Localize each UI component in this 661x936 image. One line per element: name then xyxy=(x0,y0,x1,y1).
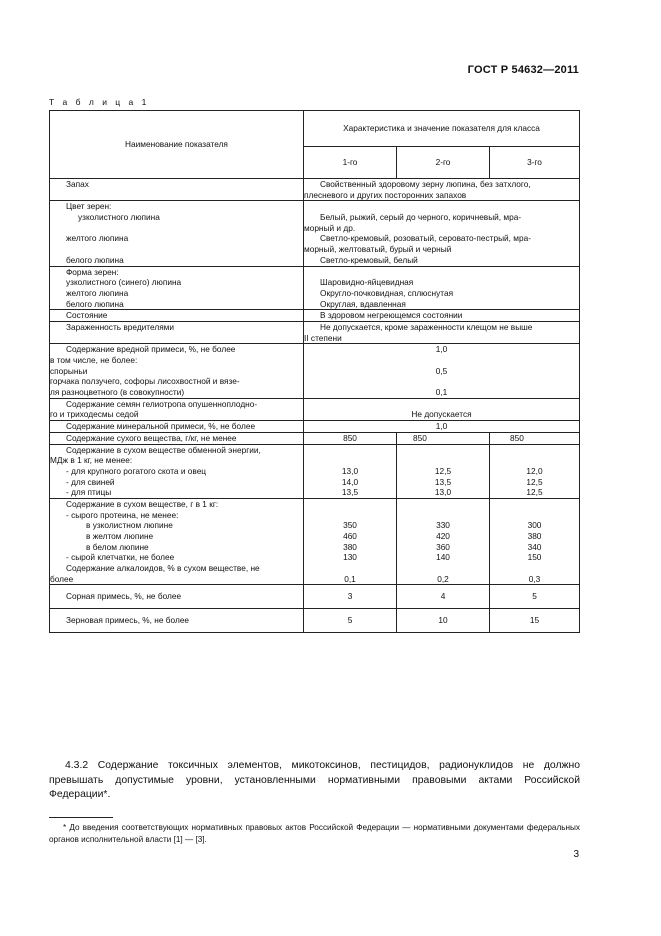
row-value: Свойственный здоровому зерну люпина, без затхлого, плесневого и других посторонних запахов xyxy=(304,179,580,201)
row-value-class-3: 15 xyxy=(490,609,580,633)
row-value: Шаровидно-яйцевидная Округло-почковидная, сплюснутая Округлая, вдавленная xyxy=(304,266,580,310)
row-value: В здоровом негреющемся состоянии xyxy=(304,310,580,322)
table-row xyxy=(50,444,580,498)
table-row xyxy=(50,321,580,343)
header-class-3: 3-го xyxy=(490,147,580,179)
table-row xyxy=(50,398,580,420)
row-label: Зараженность вредителями xyxy=(50,321,304,343)
row-value-class-3: 850 xyxy=(490,432,580,444)
table-row xyxy=(50,201,580,266)
footnote-rule xyxy=(49,817,113,818)
table-caption: Т а б л и ц а 1 xyxy=(49,97,150,107)
row-value-class-1: 350 460 380 130 0,1 xyxy=(304,498,397,585)
table-row xyxy=(50,498,580,585)
header-class-2: 2-го xyxy=(397,147,490,179)
row-label: Цвет зерен: узколистного люпина желтого люпина белого люпина xyxy=(50,201,304,266)
row-label: Содержание сухого вещества, г/кг, не менее xyxy=(50,432,304,444)
row-value-class-1: 5 xyxy=(304,609,397,633)
row-label: Содержание минеральной примеси, %, не более xyxy=(50,421,304,433)
row-label: Форма зерен: узколистного (синего) люпина желтого люпина белого люпина xyxy=(50,266,304,310)
row-value: Не допускается, кроме зараженности клещом не выше II степени xyxy=(304,321,580,343)
row-label: Сорная примесь, %, не более xyxy=(50,585,304,609)
requirements-table xyxy=(49,110,580,633)
row-value-class-3: 300 380 340 150 0,3 xyxy=(490,498,580,585)
table-row xyxy=(50,179,580,201)
row-value: Не допускается xyxy=(304,398,580,420)
table-row xyxy=(50,585,580,609)
row-value-class-1: 13,0 14,0 13,5 xyxy=(304,444,397,498)
table-row xyxy=(50,344,580,398)
row-label: Содержание в сухом веществе, г в 1 кг: - сырого протеина, не менее: в узколистном люпине в желтом люпине в белом люпине - сырой клетчатки, не более Содержание алкалоидов, % в сухом веществе, не более xyxy=(50,498,304,585)
table-row xyxy=(50,266,580,310)
row-value-class-3: 5 xyxy=(490,585,580,609)
row-label: Содержание в сухом веществе обменной энергии, МДж в 1 кг, не менее: - для крупного рогатого скота и овец - для свиней - для птицы xyxy=(50,444,304,498)
row-label: Состояние xyxy=(50,310,304,322)
row-value-class-2: 12,5 13,5 13,0 xyxy=(397,444,490,498)
table-row xyxy=(50,609,580,633)
row-value-class-2: 330 420 360 140 0,2 xyxy=(397,498,490,585)
row-value-class-2: 4 xyxy=(397,585,490,609)
row-value-class-3: 12,0 12,5 12,5 xyxy=(490,444,580,498)
row-label: Содержание семян гелиотропа опушенноплодно- го и триходесмы седой xyxy=(50,398,304,420)
row-value-class-1: 850 xyxy=(304,432,397,444)
table-row xyxy=(50,310,580,322)
footnote: * До введения соответствующих нормативных правовых актов Российской Федерации — нормативными документами федеральных органов исполнительной власти [1] — [3]. xyxy=(49,823,580,844)
row-value-class-1: 3 xyxy=(304,585,397,609)
row-value-class-2: 850 xyxy=(397,432,490,444)
document-id: ГОСТ Р 54632—2011 xyxy=(467,64,579,76)
row-value: Белый, рыжий, серый до черного, коричневый, мра- морный и др. Светло-кремовый, розоватый, серовато-пестрый, мра- морный, желтоватый, бурый и черный Светло-кремовый, белый xyxy=(304,201,580,266)
row-value: 1,0 xyxy=(304,421,580,433)
row-value-class-2: 10 xyxy=(397,609,490,633)
page-number: 3 xyxy=(573,849,579,860)
table-row xyxy=(50,432,580,444)
header-characteristic: Характеристика и значение показателя для класса xyxy=(304,111,580,147)
section-paragraph: 4.3.2 Содержание токсичных элементов, микотоксинов, пестицидов, радионуклидов не должно превышать допустимые уровни, установленными нормативными правовыми актами Российской Федерации*. xyxy=(49,760,580,800)
header-class-1: 1-го xyxy=(304,147,397,179)
table-row xyxy=(50,421,580,433)
row-label: Зерновая примесь, %, не более xyxy=(50,609,304,633)
row-value: 1,0 0,5 0,1 xyxy=(304,344,580,398)
header-indicator: Наименование показателя xyxy=(50,111,304,179)
row-label: Содержание вредной примеси, %, не более в том числе, не более: спорыньи горчака ползучего, софоры лисохвостной и вязе- ля разноцветного (в совокупности) xyxy=(50,344,304,398)
row-label: Запах xyxy=(50,179,304,201)
